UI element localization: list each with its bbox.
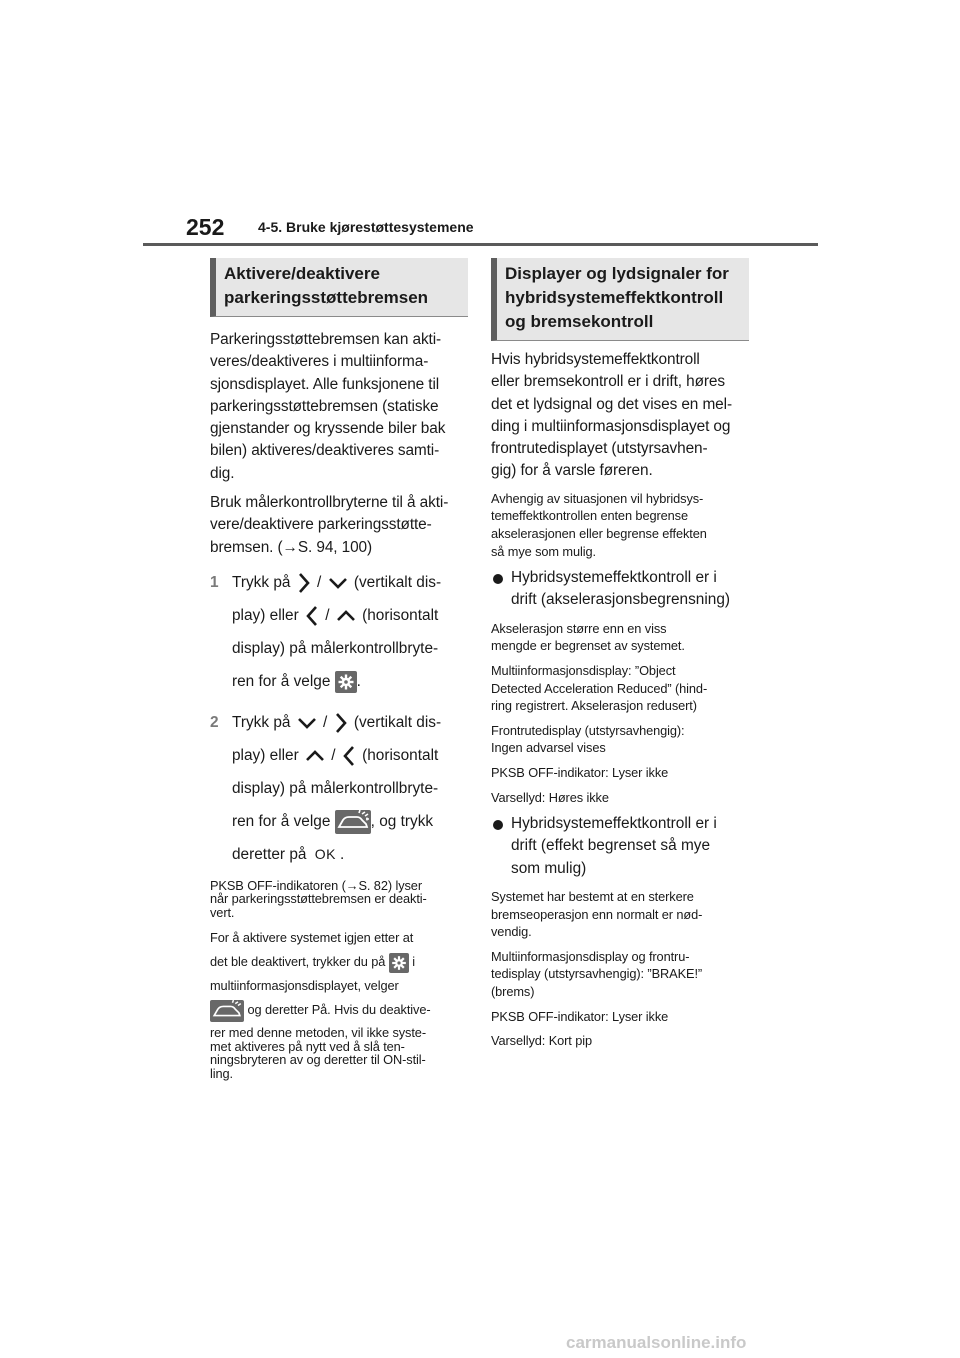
detail-text: Varsellyd: Kort pip — [491, 1033, 592, 1049]
chevron-down-icon — [328, 576, 348, 590]
bullet-output-limit: Hybridsystemeffektkontroll er i drift (effekt begrenset så mye som mulig) — [491, 813, 749, 880]
chevron-up-icon — [336, 609, 356, 623]
detail-text: Multiinformasjonsdisplay: ”Object Detected Acceleration Reduced” (hind- ring registrert. Akselerasjon redusert) — [491, 662, 708, 714]
section-heading-left — [210, 258, 468, 317]
bullet-icon — [493, 820, 503, 830]
right-column — [491, 258, 749, 1057]
instruction-paragraph: Bruk målerkontrollbryterne til å akti- vere/deaktivere parkeringsstøtte- bremsen. (→S. 94, 100) — [210, 494, 449, 556]
section-heading-right — [491, 258, 749, 341]
left-column — [210, 258, 468, 1087]
gear-icon — [335, 671, 357, 693]
step-number: 1 — [210, 573, 219, 591]
note-reactivate: For å aktivere systemet igjen etter at det ble deaktivert, trykker du på i multiinformasjonsdisplayet, velger og deretter På. Hvis du deaktive- — [210, 926, 468, 1022]
detail-text: Frontrutedisplay (utstyrsavhengig): Ingen advarsel vises — [491, 722, 685, 756]
step-number: 2 — [210, 713, 219, 731]
step-2: 2 Trykk på / (vertikalt dis- play) eller / (horisontalt display) på målerkontrollbryte- ren for å velge , og trykk deretter på OK . — [210, 706, 468, 871]
detail-text: Multiinformasjonsdisplay og frontru- tedisplay (utstyrsavhengig): ”BRAKE!” (brems) — [491, 948, 703, 999]
car-sensor-icon — [210, 1000, 244, 1022]
chevron-left-icon — [305, 605, 319, 627]
detail-text: Varsellyd: Høres ikke — [491, 789, 609, 805]
heading-line: hybridsystemeffektkontroll — [505, 288, 724, 307]
page-number: 252 — [186, 214, 225, 240]
watermark: carmanualsonline.info — [566, 1333, 747, 1352]
step-1: 1 Trykk på / (vertikalt dis- play) eller / (horisontalt display) på målerkontrollbryte- ren for å velge . — [210, 566, 468, 698]
detail-text: PKSB OFF-indikator: Lyser ikke — [491, 764, 669, 780]
intro-paragraph: Hvis hybridsystemeffektkontroll eller bremsekontroll er i drift, høres det et lydsignal og det vises en mel- ding i multiinformasjonsdisplayet og frontrutedisplayet (utstyrsavhen- gig) for å varsle føreren. — [491, 351, 732, 480]
note-reactivate-rest: rer med denne metoden, vil ikke syste- met aktiveres på nytt ved å slå ten- ningsbryteren av og deretter til ON-stil- ling. — [210, 1025, 426, 1081]
header-rule — [143, 243, 818, 246]
heading-line: parkeringsstøttebremsen — [224, 288, 429, 307]
ok-button-symbol: OK — [314, 845, 336, 862]
chevron-left-icon — [342, 745, 356, 767]
note-indicator: PKSB OFF-indikatoren (→S. 82) lyser når parkeringsstøttebremsen er deakti- vert. — [210, 877, 427, 920]
intro-paragraph: Parkeringsstøttebremsen kan akti- veres/deaktiveres i multiinforma- sjonsdisplayet. Alle funksjonene til parkeringsstøttebremsen (statiske gjenstander og kryssende biler bak bilen) aktiveres/deaktiveres samti- dig. — [210, 331, 446, 482]
bullet-icon — [493, 574, 503, 584]
chevron-down-icon — [297, 716, 317, 730]
heading-line: og bremsekontroll — [505, 312, 654, 331]
chevron-right-icon — [297, 572, 311, 594]
chevron-right-icon — [334, 712, 348, 734]
car-sensor-icon — [335, 810, 371, 834]
detail-text: PKSB OFF-indikator: Lyser ikke — [491, 1008, 669, 1024]
heading-line: Aktivere/deaktivere — [224, 264, 380, 283]
detail-text: Systemet har bestemt at en sterkere bremseoperasjon enn normalt er nød- vendig. — [491, 888, 703, 940]
heading-line: Displayer og lydsignaler for — [505, 264, 729, 283]
gear-icon — [389, 953, 409, 973]
chevron-up-icon — [305, 749, 325, 763]
detail-text: Akselerasjon større enn en viss mengde er begrenset av systemet. — [491, 620, 685, 654]
bullet-acceleration-limit: Hybridsystemeffektkontroll er i drift (akselerasjonsbegrensning) — [491, 567, 749, 612]
running-header: 4-5. Bruke kjørestøttesystemene — [258, 219, 474, 235]
note-paragraph: Avhengig av situasjonen vil hybridsys- temeffektkontrollen enten begrense akselerasjonen eller begrense effekten så mye som mulig. — [491, 490, 707, 559]
